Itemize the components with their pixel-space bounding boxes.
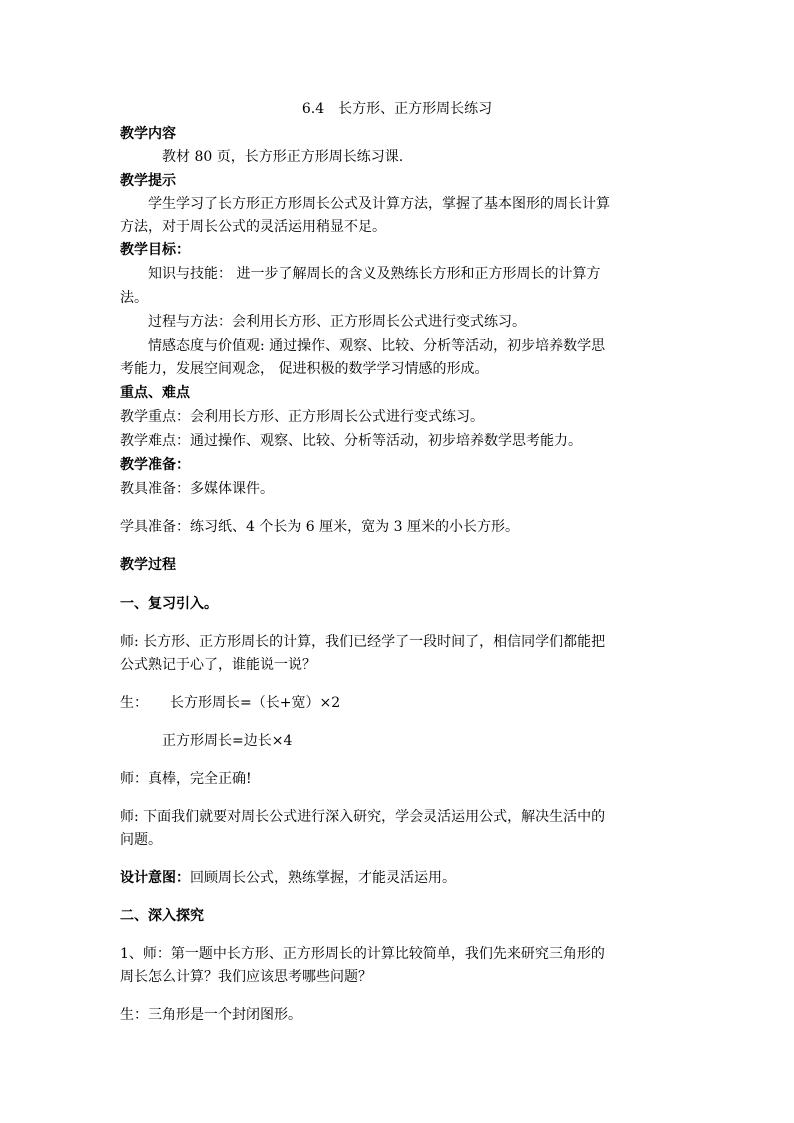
square-perimeter-formula: 正方形周长=边长×4 [162,733,293,749]
teacher-line-1b: 公式熟记于心了，谁能说一说？ [120,657,316,673]
goal-emotion-line-2: 考能力，发展空间观念， 促进积极的数学学习情感的形成。 [120,361,489,377]
hint-heading: 教学提示 [120,173,176,189]
prep-student: 学具准备：练习纸、4 个长为 6 厘米，宽为 3 厘米的小长方形。 [120,519,519,535]
key-heading: 重点、难点 [120,385,190,401]
teacher-line-3a: 师: 下面我们就要对周长公式进行深入研究，学会灵活运用公式，解决生活中的 [120,809,606,825]
student-line-2: 生：三角形是一个封闭图形。 [120,1007,302,1023]
goals-heading: 教学目标： [120,242,190,258]
key-focus: 教学重点：会利用长方形、正方形周长公式进行变式练习。 [120,409,484,425]
goal-knowledge-line-1: 知识与技能： 进一步了解周长的含义及熟练长方形和正方形周长的计算方 [148,266,601,282]
design-intent-text: 回顾周长公式，熟练掌握，才能灵活运用。 [190,870,456,886]
design-intent-label: 设计意图： [120,870,190,886]
part2-heading: 二、深入探究 [120,908,204,924]
rectangle-perimeter-formula: 长方形周长=（长+宽）×2 [170,695,341,711]
teacher-line-1a: 师: 长方形、正方形周长的计算，我们已经学了一段时间了，相信同学们都能把 [120,634,606,650]
goal-emotion-line-1: 情感态度与价值观: 通过操作、观察、比较、分析等活动，初步培养数学思 [148,338,606,354]
content-heading: 教学内容 [120,126,176,142]
prep-teacher: 教具准备：多媒体课件。 [120,481,274,497]
process-heading: 教学过程 [120,557,176,573]
teacher-line-2: 师：真棒，完全正确! [120,771,252,787]
teacher-line-3b: 问题。 [120,832,162,848]
student-label: 生： [120,695,148,711]
key-difficulty: 教学难点：通过操作、观察、比较、分析等活动，初步培养数学思考能力。 [120,433,582,449]
hint-line-1: 学生学习了长方形正方形周长公式及计算方法，掌握了基本图形的周长计算 [148,196,610,212]
page-title: 6.4 长方形、正方形周长练习 [301,101,493,117]
hint-line-2: 方法，对于周长公式的灵活运用稍显不足。 [120,219,386,235]
design-intent [120,868,456,888]
prep-heading: 教学准备： [120,457,190,473]
content-text: 教材 80 页，长方形正方形周长练习课. [162,149,404,165]
question-1-line-1: 1、师：第一题中长方形、正方形周长的计算比较简单，我们先来研究三角形的 [120,946,605,962]
part1-heading: 一、复习引入。 [120,596,218,612]
question-1-line-2: 周长怎么计算？我们应该思考哪些问题？ [120,969,372,985]
goal-knowledge-line-2: 法。 [120,290,148,306]
goal-process: 过程与方法：会利用长方形、正方形周长公式进行变式练习。 [148,314,526,330]
